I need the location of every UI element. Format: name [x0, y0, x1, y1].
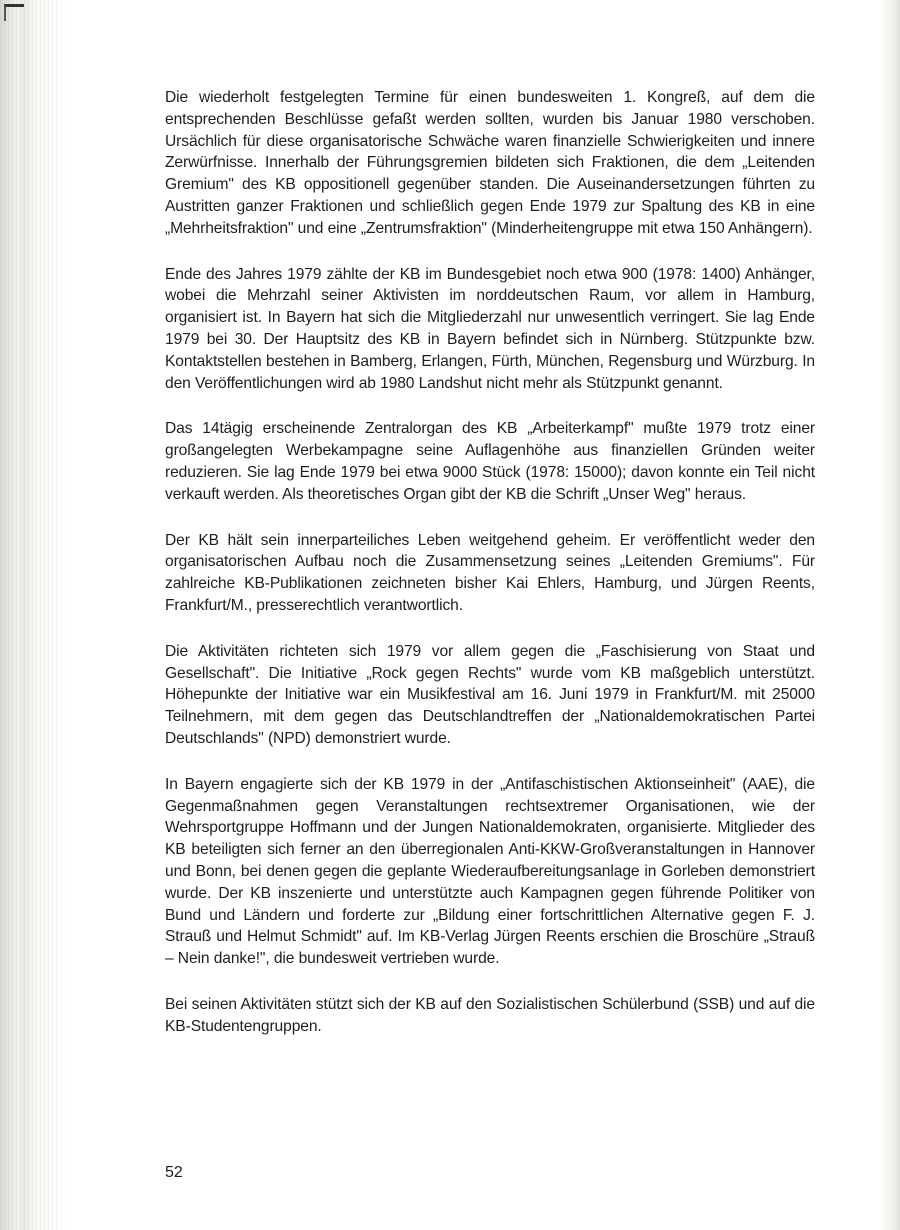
paragraph-zentralorgan: Das 14tägig erscheinende Zentralorgan des KB „Arbeiterkampf" mußte 1979 trotz einer großangelegten Werbekampagne seine Auflagenhöhe aus finanziellen Gründen weiter reduzieren. Sie lag Ende 1979 bei etwa 9000 Stück (1978: 15000); davon konnte ein Teil nicht verkauft werden. Als theoretisches Organ gibt der KB die Schrift „Unser Weg" heraus. — [165, 420, 815, 503]
paragraph-bayern: In Bayern engagierte sich der KB 1979 in der „Antifaschistischen Aktionseinheit" (AAE), die Gegenmaßnahmen gegen Veranstaltungen rechtsextremer Organisationen, wie der Wehrsportgruppe Hoffmann und der Jungen Nationaldemokraten, organisierte. Mitglieder des KB beteiligten sich ferner an den überregionalen Anti-KKW-Großveranstaltungen in Hannover und Bonn, bei denen gegen die geplante Wiederaufbereitungsanlage in Gorleben demonstriert wurde. Der KB inszenierte und unterstützte auch Kampagnen gegen führende Politiker von Bund und Ländern und forderte zur „Bildung einer fortschrittlichen Alternative gegen F. J. Strauß und Helmut Schmidt" auf. Im KB-Verlag Jürgen Reents erschien die Broschüre „Strauß – Nein danke!", die bundesweit vertrieben wurde. — [165, 775, 815, 968]
paragraph-kongress: Die wiederholt festgelegten Termine für einen bundesweiten 1. Kongreß, auf dem die entsprechenden Beschlüsse gefaßt werden sollten, wurden bis Januar 1980 verschoben. Ursächlich für diese organisatorische Schwäche waren finanzielle Schwierigkeiten und innere Zerwürfnisse. Innerhalb der Führungsgremien bildeten sich Fraktionen, die dem „Leitenden Gremium" des KB oppositionell gegenüber standen. Die Auseinandersetzungen führten zu Austritten ganzer Fraktionen und schließlich gegen Ende 1979 zur Spaltung des KB in eine „Mehrheitsfraktion" und eine „Zentrumsfraktion" (Minderheitengruppe mit etwa 150 Anhängern). — [165, 89, 815, 237]
paragraph-aktivitaeten: Die Aktivitäten richteten sich 1979 vor allem gegen die „Faschisierung von Staat und Gesellschaft". Die Initiative „Rock gegen Rechts" wurde vom KB maßgeblich unterstützt. Höhepunkte der Initiative war ein Musikfestival am 16. Juni 1979 in Frankfurt/M. mit 25000 Teilnehmern, mit dem gegen das Deutschlandtreffen der „Nationaldemokratischen Partei Deutschlands" (NPD) demonstriert wurde. — [165, 642, 815, 747]
page-number: 52 — [165, 1164, 183, 1181]
page-binding-edge — [0, 0, 60, 1230]
corner-mark — [4, 4, 24, 21]
body-text — [165, 87, 815, 1061]
paragraph-innerparteilich: Der KB hält sein innerparteiliches Leben weitgehend geheim. Er veröffentlicht weder den organisatorischen Aufbau noch die Zusammensetzung seines „Leitenden Gremiums". Für zahlreiche KB-Publikationen zeichneten bisher Kai Ehlers, Hamburg, und Jürgen Reents, Frankfurt/M., presserechtlich verantwortlich. — [165, 531, 815, 614]
paragraph-schuelerbund: Bei seinen Aktivitäten stützt sich der KB auf den Sozialistischen Schülerbund (SSB) und auf die KB-Studentengruppen. — [165, 995, 815, 1035]
paragraph-anhaenger: Ende des Jahres 1979 zählte der KB im Bundesgebiet noch etwa 900 (1978: 1400) Anhänger, wobei die Mehrzahl seiner Aktivisten im norddeutschen Raum, vor allem in Hamburg, organisiert ist. In Bayern hat sich die Mitgliederzahl nur unwesentlich verringert. Sie lag Ende 1979 bei 30. Der Hauptsitz des KB in Bayern befindet sich in Nürnberg. Stützpunkte bzw. Kontaktstellen bestehen in Bamberg, Erlangen, Fürth, München, Regensburg und Würzburg. In den Veröffentlichungen wird ab 1980 Landshut nicht mehr als Stützpunkt genannt. — [165, 265, 815, 392]
